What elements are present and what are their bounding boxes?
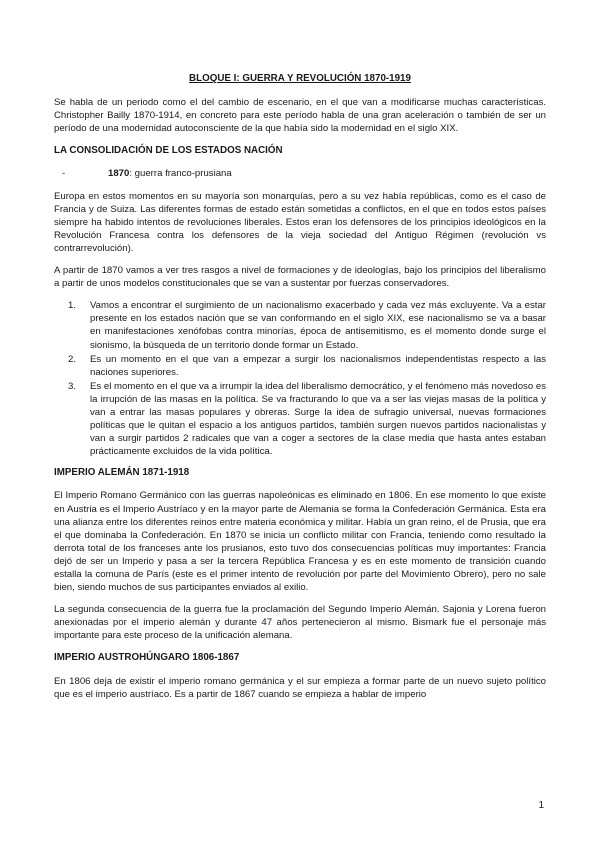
bullet-dash: - — [62, 168, 66, 180]
list-item-text: Es un momento en el que van a empezar a surgir los nacionalismos independentistas respecto a las naciones superiores. — [90, 353, 546, 378]
list-item — [54, 380, 546, 459]
paragraph-imperio-romano: El Imperio Romano Germánico con las guerras napoleónicas es eliminado en 1806. En ese momento lo que existe en Austria es el Imperio Austríaco y en la mayor parte de Alemania se forma la Confederación Germánica. Esta era una alianza entre los diferentes reinos entre materia económica y militar. Había un gran reino, el de Prusia, que era el que dominaba la Confederación. En 1870 se inicia un conflicto militar con Francia, teniendo como resultado la derrota total de los franceses ante los prusianos, esto tuvo dos consecuencias políticas muy importantes: Francia dejó de ser un Imperio y pasa a ser la tercera República Francesa y es en este momento de transición cuando estalla la comuna de París (este es el primer intento de revolución por parte del Movimiento Obrero), pero no sale bien, siendo muchos de sus participantes enviados al exilio. — [54, 490, 546, 594]
list-item-text: Vamos a encontrar el surgimiento de un nacionalismo exacerbado y cada vez más excluyente. Va a estar presente en los estados nación que se van conformando en el siglo XIX, ese nacionalismo se va a basar en manifestaciones xenófobas contra minorías, época de antisemitismo, es el momento donde surge el sionismo, la búsqueda de un territorio donde formar un Estado. — [90, 300, 546, 351]
list-item-number: 2. — [67, 353, 76, 365]
bullet-item-1870 — [54, 167, 546, 180]
section-heading-estados-nacion: LA CONSOLIDACIÓN DE LOS ESTADOS NACIÓN — [54, 145, 283, 157]
list-item-number: 3. — [67, 380, 76, 392]
numbered-list-rasgos — [54, 299, 546, 458]
list-item-number: 1. — [67, 300, 76, 312]
section-heading-imperio-aleman: IMPERIO ALEMÁN 1871-1918 — [54, 467, 190, 479]
list-item — [54, 353, 546, 379]
paragraph-1806: En 1806 deja de existir el imperio romano germánica y el sur empieza a formar parte de un nuevo sujeto político que es el imperio austríaco. Es a partir de 1867 cuando se empieza a hablar de imperio — [54, 675, 546, 700]
bullet-rest: : guerra franco-prusiana — [129, 168, 232, 180]
document-title: BLOQUE I: GUERRA Y REVOLUCIÓN 1870-1919 — [189, 73, 411, 84]
list-item — [54, 299, 546, 351]
page-number: 1 — [538, 800, 544, 811]
section-heading-imperio-austrohungaro: IMPERIO AUSTROHÚNGARO 1806-1867 — [54, 652, 240, 664]
intro-paragraph: Se habla de un periodo como el del cambio de escenario, en el que van a modificarse muchas características. Christopher Bailly 1870-1914, en concreto para este período habla de una gran aceleración o también de ser un período de una modernidad autoconsciente de la que había sido la modernidad en el siglo XIX. — [54, 97, 546, 135]
document-body — [54, 72, 546, 710]
paragraph-tres-rasgos: A partir de 1870 vamos a ver tres rasgos a nivel de formaciones y de ideologías, bajo los principios del liberalismo a partir de unos modelos constitucionales que se van a sustentar por fuerzas conservadores. — [54, 265, 546, 290]
bullet-text — [108, 167, 232, 180]
paragraph-monarquias: Europa en estos momentos en su mayoría son monarquías, pero a su vez había repúblicas, como es el caso de Francia y de Suiza. Las diferentes formas de estado están sometidas a conflictos, en el que en todos estos países siempre ha habido intentos de revoluciones liberales. Estos eran los defensores de los principios ideológicos en la Revolución Francesa contra los defensores de la vieja sociedad del Antiguo Régimen (revolución vs contrarrevolución). — [54, 190, 546, 254]
bullet-year: 1870 — [108, 168, 130, 180]
paragraph-segunda-consecuencia: La segunda consecuencia de la guerra fue la proclamación del Segundo Imperio Alemán. Sajonia y Lorena fueron anexionadas por el imperio alemán y durante 47 años pertenecieron al mismo. Bismark fue el personaje más importante para este proceso de la unificación alemana. — [54, 604, 546, 642]
list-item-text: Es el momento en el que va a irrumpir la idea del liberalismo democrático, y el fenómeno más novedoso es la irrupción de las masas en la política. Se va fracturando lo que va a ser las viejas masas de la política y van a entrar las masas populares y obreras. Surge la idea de sufragio universal, nuevas formaciones políticas que le quitan el espacio a los antiguos partidos, también surgen nuevos partidos nacionalistas y van a surgir partidos 2 radicales que van a coger a sectores de la clase media que hasta antes estaban prácticamente excluidos de la vida política. — [90, 380, 546, 458]
